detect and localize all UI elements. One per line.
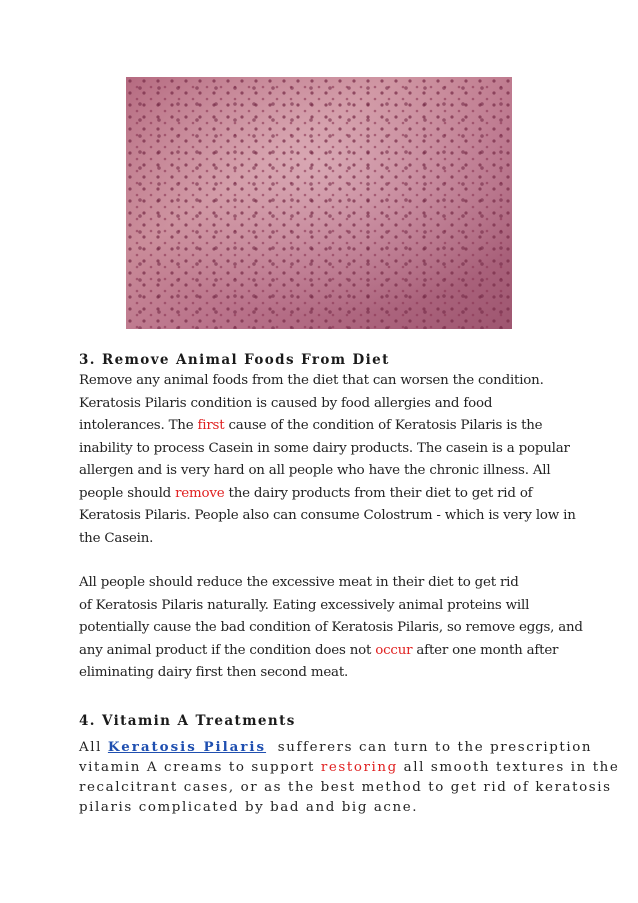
highlight-restoring: restoring xyxy=(320,759,398,775)
text-line xyxy=(79,737,593,758)
text-line: of Keratosis Pilaris naturally. Eating excessively animal proteins will xyxy=(79,597,530,613)
paragraph-casein xyxy=(79,370,576,550)
text-line: recalcitrant cases, or as the best method to get rid of keratosis xyxy=(79,779,612,795)
section-heading-remove-animal-foods: 3. Remove Animal Foods From Diet xyxy=(79,352,390,368)
text-line: Keratosis Pilaris. People also can consume Colostrum - which is very low in xyxy=(79,508,576,523)
highlight-occur: occur xyxy=(375,642,413,658)
text-span: All xyxy=(79,739,108,755)
text-line: allergen and is very hard on all people who have the chronic illness. All xyxy=(79,463,551,478)
text-line xyxy=(79,415,569,438)
skin-texture-image xyxy=(126,77,512,329)
text-line: inability to process Casein in some dairy products. The casein is a popular xyxy=(79,440,570,456)
text-span: any animal product if the condition does not xyxy=(79,642,376,658)
text-line: the Casein. xyxy=(79,530,154,546)
text-line: potentially cause the bad condition of Keratosis Pilaris, so remove eggs, and xyxy=(79,620,583,635)
text-line: All people should reduce the excessive meat in their diet to get rid xyxy=(79,575,519,590)
highlight-remove: remove xyxy=(175,485,225,501)
text-line: Keratosis Pilaris condition is caused by food allergies and food xyxy=(79,395,493,411)
text-span: people should xyxy=(79,485,176,501)
text-line xyxy=(79,640,569,663)
highlight-first: first xyxy=(197,418,225,433)
text-line xyxy=(79,483,569,506)
section-heading-vitamin-a: 4. Vitamin A Treatments xyxy=(79,712,296,729)
paragraph-meat xyxy=(79,572,583,685)
text-span: sufferers can turn to the prescription xyxy=(266,739,593,755)
text-line: Remove any animal foods from the diet that can worsen the condition. xyxy=(79,373,544,388)
text-span: after one month after xyxy=(412,642,559,658)
text-line xyxy=(79,758,620,778)
text-span: all smooth textures in the xyxy=(397,759,620,775)
text-line: eliminating dairy first then second meat. xyxy=(79,665,349,680)
text-line: pilaris complicated by bad and big acne. xyxy=(79,799,419,815)
paragraph-vitamin-a xyxy=(79,737,620,818)
keratosis-pilaris-link[interactable]: Keratosis Pilaris xyxy=(107,738,267,755)
text-span: intolerances. The xyxy=(79,418,198,433)
text-span: cause of the condition of Keratosis Pilaris is the xyxy=(224,418,543,433)
text-span: vitamin A creams to support xyxy=(79,759,321,775)
text-span: the dairy products from their diet to get rid of xyxy=(224,485,533,501)
article-content xyxy=(79,350,620,818)
keratosis-pilaris-photo xyxy=(126,77,512,329)
